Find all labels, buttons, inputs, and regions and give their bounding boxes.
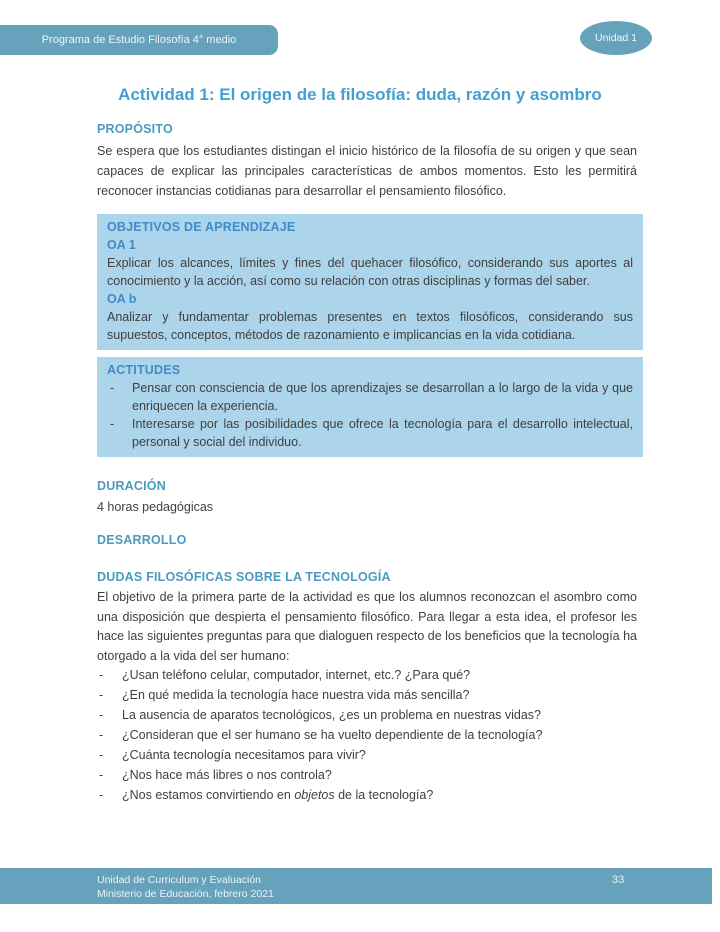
unit-badge-label: Unidad 1 [594,32,638,44]
objetivos-heading: OBJETIVOS DE APRENDIZAJE [107,220,296,234]
dash-bullet: - [99,668,104,682]
question-item [97,665,637,685]
page-number: 33 [612,874,625,886]
question-item [97,785,637,805]
question-suffix: de la tecnología? [334,788,434,802]
dash-bullet: - [99,768,104,782]
dash-bullet: - [110,417,115,431]
question-text: ¿Cuánta tecnología necesitamos para vivir? [122,748,366,762]
dash-bullet: - [99,748,104,762]
question-text: ¿Nos hace más libres o nos controla? [122,768,332,782]
question-text [122,785,637,805]
dudas-intro: El objetivo de la primera parte de la actividad es que los alumnos reconozcan el asombro como una disposición que despierta el pensamiento filosófico. Para llegar a esta idea, el profesor les hace las siguientes preguntas para que dialoguen respecto de los beneficios que la tecnología ha otorgado a la vida del ser humano: [97,590,637,663]
oab-text: Analizar y fundamentar problemas presentes en textos filosóficos, considerando sus supuestos, conceptos, métodos de razonamiento e implicancias en la vida cotidiana. [107,310,633,342]
dudas-heading: DUDAS FILOSÓFICAS SOBRE LA TECNOLOGÍA [97,570,391,584]
question-text: ¿Usan teléfono celular, computador, internet, etc.? ¿Para qué? [122,668,471,682]
proposito-body: Se espera que los estudiantes distingan el inicio histórico de la filosofía de su origen y que sean capaces de explicar las principales características de ambos momentos. Esto les permitirá reconocer instancias cotidianas para desarrollar el pensamiento filosófico. [97,144,637,198]
oa1-code: OA 1 [107,238,136,252]
footer-line2: Ministerio de Educación, febrero 2021 [97,888,274,900]
program-badge-label: Programa de Estudio Filosofía 4° medio [41,34,237,46]
question-italic-word: objetos [294,788,335,802]
questions-list [97,665,637,805]
dash-bullet: - [99,708,104,722]
proposito-heading: PROPÓSITO [97,122,173,136]
dash-bullet: - [110,381,115,395]
oa1-text: Explicar los alcances, límites y fines del quehacer filosófico, considerando sus aportes al conocimiento y la acción, así como su relación con otras disciplinas y formas del saber. [107,256,633,288]
question-text: ¿En qué medida la tecnología hace nuestra vida más sencilla? [122,688,470,702]
program-badge [0,25,278,55]
actitudes-box [97,357,643,457]
footer-text [97,873,274,901]
duracion-body: 4 horas pedagógicas [97,500,214,514]
question-prefix: ¿Nos estamos convirtiendo en [122,788,295,802]
footer-line1: Unidad de Curriculum y Evaluación [97,874,261,886]
objetivos-box [97,214,643,350]
actitudes-item-text: Interesarse por las posibilidades que ofrece la tecnología para el desarrollo intelectual, personal y social del individuo. [132,417,633,449]
dash-bullet: - [99,688,104,702]
actitudes-item-text: Pensar con consciencia de que los aprendizajes se desarrollan a lo largo de la vida y que enriquecen la experiencia. [132,381,633,413]
oab-code: OA b [107,292,137,306]
unit-badge [580,21,652,55]
desarrollo-heading: DESARROLLO [97,533,187,547]
actitudes-item [107,379,633,415]
dash-bullet: - [99,728,104,742]
question-item [97,685,637,705]
duracion-heading: DURACIÓN [97,479,166,493]
question-text: La ausencia de aparatos tecnológicos, ¿es un problema en nuestras vidas? [122,708,542,722]
actitudes-heading: ACTITUDES [107,363,181,377]
question-item [97,765,637,785]
dash-bullet: - [99,788,104,802]
page-title: Actividad 1: El origen de la filosofía: duda, razón y asombro [118,85,602,104]
actitudes-item [107,415,633,451]
question-item [97,705,637,725]
question-item [97,745,637,765]
question-text: ¿Consideran que el ser humano se ha vuelto dependiente de la tecnología? [122,728,543,742]
question-item [97,725,637,745]
